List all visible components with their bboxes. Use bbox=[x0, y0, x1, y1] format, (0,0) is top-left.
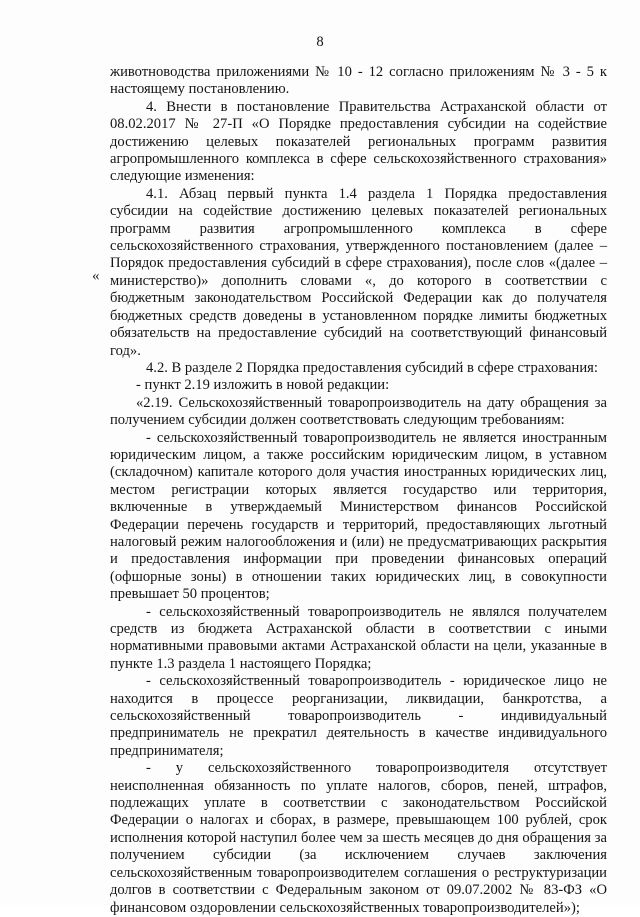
paragraph-requirement-4: - у сельскохозяйственного товаропроизводителя отсутствует неисполненная обязанность по уплате налогов, сборов, пеней, штрафов, подлежащих уплате в соответствии с законодательством Российской Федерации о налогах и сборах, в размере, превышающем 100 рублей, срок исполнения которой наступил более чем за шесть месяцев до дня обращения за получением субсидии (за исключением случаев заключения сельскохозяйственным товаропроизводителем соглашения о реструктуризации долгов в соответствии с Федеральным законом от 09.07.2002 № 83-ФЗ «О финансовом оздоровлении сельскохозяйственных товаропроизводителей»); bbox=[110, 760, 607, 916]
margin-mark: « bbox=[92, 268, 100, 284]
paragraph-continuation: животноводства приложениями № 10 - 12 согласно приложениям № 3 - 5 к настоящему постановлению. bbox=[110, 64, 607, 98]
page-number: 8 bbox=[316, 34, 324, 50]
document-body bbox=[110, 64, 607, 917]
paragraph-requirement-3: - сельскохозяйственный товаропроизводитель - юридическое лицо не находится в процессе реорганизации, ликвидации, банкротства, а сельскохозяйственный товаропроизводитель - индивидуальный предприниматель не прекратил деятельность в качестве индивидуального предпринимателя; bbox=[110, 673, 607, 759]
paragraph-item-4-2: 4.2. В разделе 2 Порядка предоставления субсидий в сфере страхования: bbox=[146, 359, 598, 376]
paragraph-requirement-2: - сельскохозяйственный товаропроизводитель не являлся получателем средств из бюджета Астраханской области в соответствии с иными нормативными правовыми актами Астраханской области на цели, указанные в пункте 1.3 раздела 1 настоящего Порядка; bbox=[110, 603, 607, 672]
paragraph-point-2-19: «2.19. Сельскохозяйственный товаропроизводитель на дату обращения за получением субсидии должен соответствовать следующим требованиям: bbox=[110, 394, 607, 429]
paragraph-requirement-1: - сельскохозяйственный товаропроизводитель не является иностранным юридическим лицом, а также российским юридическим лицом, в уставном (складочном) капитале которого доля участия иностранных юридических лиц, местом регистрации которых является государство или территория, включенные в утверждаемый Министерством финансов Российской Федерации перечень государств и территорий, предоставляющих льготный налоговый режим налогообложения и (или) не предусматривающих раскрытия и предоставления информации при проведении финансовых операций (офшорные зоны) в отношении таких юридических лиц, в совокупности превышает 50 процентов; bbox=[110, 429, 607, 603]
paragraph-point-2-19-intro: - пункт 2.19 изложить в новой редакции: bbox=[136, 377, 390, 394]
paragraph-item-4-1: 4.1. Абзац первый пункта 1.4 раздела 1 Порядка предоставления субсидии на содействие достижению целевых показателей региональных программ развития агропромышленного комплекса в сфере сельскохозяйственного страхования, утвержденного постановлением (далее – Порядок предоставления субсидий в сфере страхования), после слов «(далее – министерство)» дополнить словами «, до которого в соответствии с бюджетным законодательством Российской Федерации как до получателя бюджетных средств доведены в установленном порядке лимиты бюджетных обязательств на предоставление субсидий на соответствующий финансовый год». bbox=[110, 185, 607, 359]
paragraph-item-4: 4. Внести в постановление Правительства Астраханской области от 08.02.2017 № 27-П «О Порядке предоставления субсидии на содействие достижению целевых показателей региональных программ развития агропромышленного комплекса в сфере сельскохозяйственного страхования» следующие изменения: bbox=[110, 98, 607, 185]
